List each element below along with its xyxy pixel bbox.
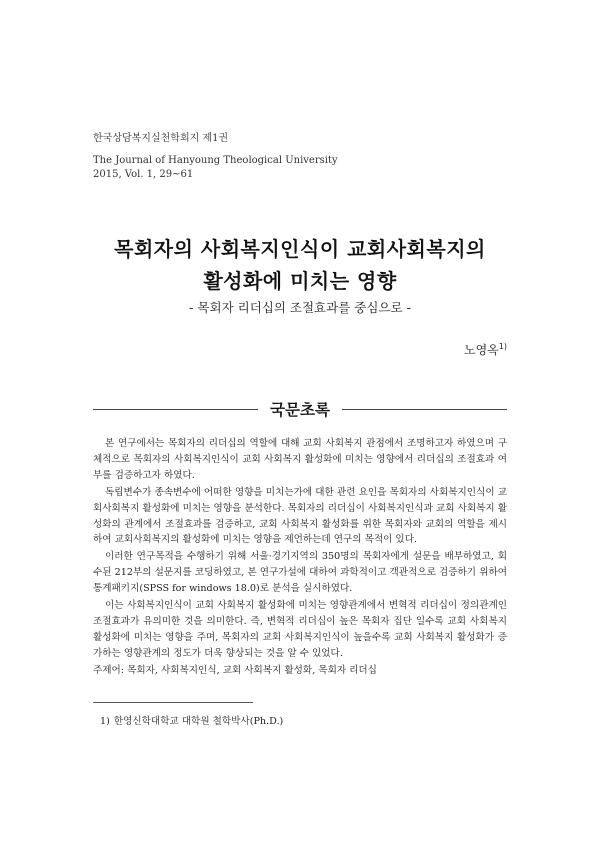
author <box>464 341 507 358</box>
paper-subtitle: - 목회자 리더십의 조절효과를 중심으로 - <box>188 300 412 315</box>
abstract-heading-label: 국문초록 <box>270 401 330 419</box>
abstract-paragraph: 독립변수가 종속변수에 어떠한 영향을 미치는가에 대한 관련 요인을 목회자의 사회복지인식이 교회사회복지 활성화에 미치는 영향을 분석한다. 목회자의 리더십이 사회복지인식과 교회 사회복지 활성화의 관계에서 조절효과를 검증하고, 교회 사회복지 활성화를 위한 목회자와 교회의 역할을 제시하여 교회사회복지의 활성화에 미치는 영향을 제언하는데 연구의 목적이 있다. <box>93 486 507 546</box>
journal-korean-name: 한국상담복지실천학회지 제1권 <box>93 133 229 144</box>
abstract-paragraph: 이러한 연구목적을 수행하기 위해 서울·경기지역의 350명의 목회자에게 설문을 배부하였고, 회수된 212부의 설문지를 코딩하였고, 본 연구가설에 대하여 과학적이고 객관적으로 검증하기 위하여 통계패키지(SPSS for windows 18.0)로 분석을 실시하였다. <box>93 551 507 595</box>
footnote <box>100 713 287 727</box>
abstract-paragraph: 본 연구에서는 목회자의 리더십의 역할에 대해 교회 사회복지 관점에서 조명하고자 하였으며 구체적으로 목회자의 사회복지인식이 교회 사회복지 활성화에 미치는 영향에서 리더십의 조절효과 여부를 검증하고자 하였다. <box>93 438 507 481</box>
footnote-text: 한영신학대학교 대학원 철학박사(Ph.D.) <box>113 716 284 727</box>
heading-rule-right <box>342 409 507 410</box>
footnote-divider <box>93 702 253 703</box>
heading-rule-left <box>93 409 258 410</box>
footnote-mark: 1) <box>100 716 110 727</box>
paper-title-line1: 목회자의 사회복지인식이 교회사회복지의 <box>114 237 486 261</box>
journal-citation: 2015, Vol. 1, 29~61 <box>93 169 194 180</box>
author-name: 노영옥 <box>464 343 499 357</box>
abstract-heading <box>93 398 507 420</box>
keywords: 주제어: 목회자, 사회복지인식, 교회 사회복지 활성화, 목회자 리더십 <box>93 665 377 676</box>
paper-title-line2: 활성화에 미치는 영향 <box>203 269 397 293</box>
abstract-paragraph: 이는 사회복지인식이 교회 사회복지 활성화에 미치는 영향관계에서 변혁적 리더십이 정의관계인 조절효과가 유의미한 것을 의미한다. 즉, 변혁적 리더십이 높은 목회자 집단 일수록 교회 사회복지 활성화에 미치는 영향을 주며, 목회자의 교회 사회복지인식이 높을수록 교회 사회복지 활성화가 증가하는 영향관계의 정도가 더욱 향상되는 것을 알 수 있었다. <box>93 600 507 659</box>
author-footnote-mark: 1) <box>498 342 507 351</box>
abstract-body <box>93 436 507 663</box>
journal-english-name: The Journal of Hanyoung Theological University <box>93 155 338 166</box>
